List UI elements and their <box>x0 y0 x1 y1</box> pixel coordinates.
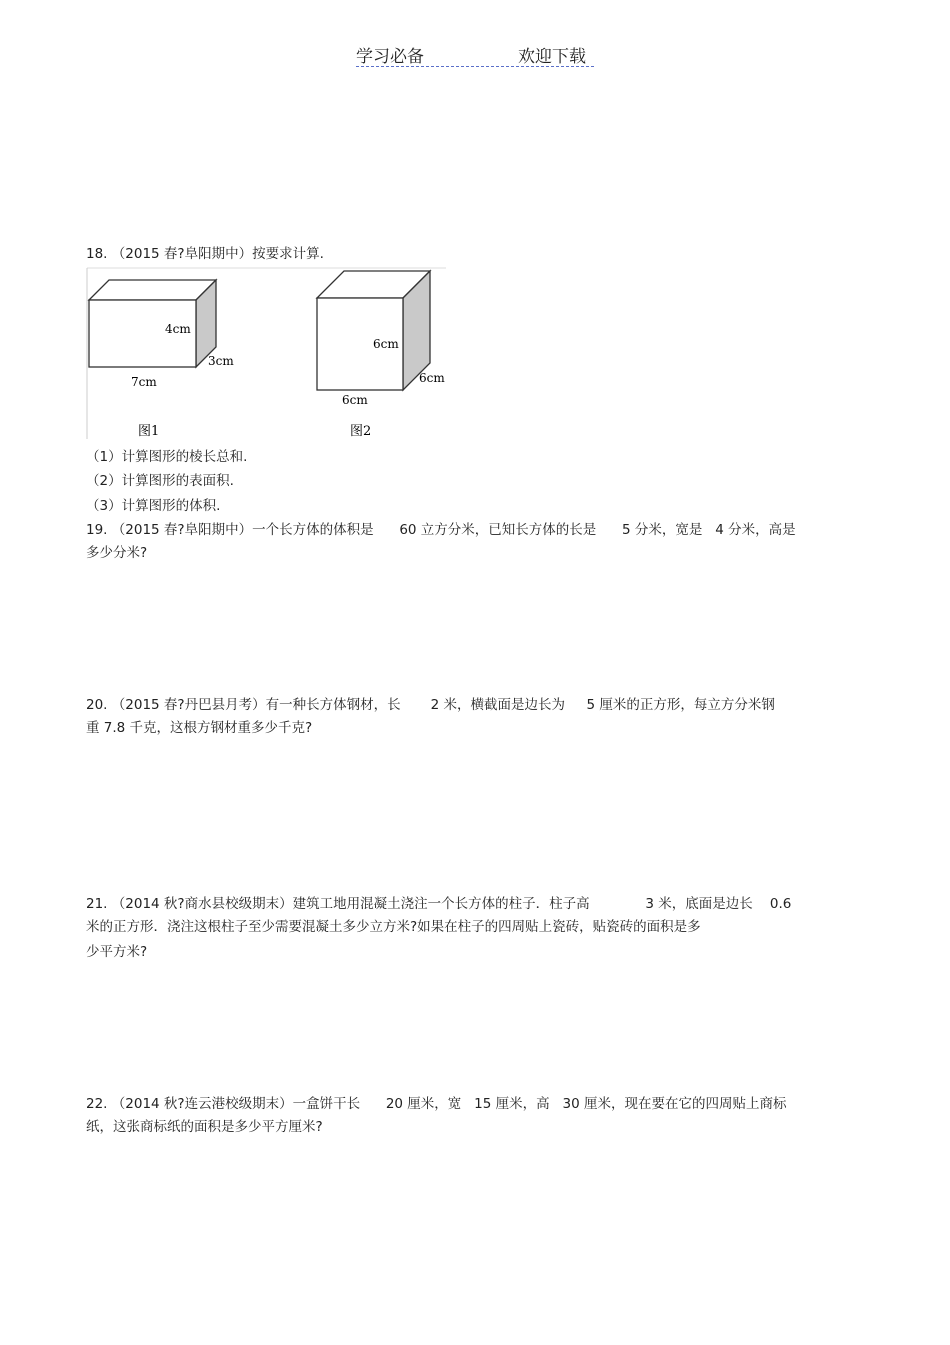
question-18-figure <box>86 267 448 442</box>
question-18 <box>86 243 861 266</box>
question-text-line: 多少分米? <box>86 545 148 561</box>
question-21 <box>86 893 861 964</box>
question-20 <box>86 694 861 740</box>
question-text-line: 纸，这张商标纸的面积是多少平方厘米? <box>86 1119 323 1135</box>
question-18-sub-2: （2）计算图形的表面积. <box>86 473 234 489</box>
cube-figure-2 <box>317 271 445 439</box>
fig2-depth-label: 6cm <box>419 371 445 385</box>
question-18-sub-1: （1）计算图形的棱长总和. <box>86 449 248 465</box>
question-text-line: 20. （2015 春?丹巴县月考）有一种长方体钢材，长 2 米，横截面是边长为 5 厘米的正方形，每立方分米钢 <box>86 697 775 713</box>
header-right-text: 欢迎下载 <box>518 47 586 67</box>
question-text-line: 18. （2015 春?阜阳期中）按要求计算. <box>86 246 324 262</box>
fig1-depth-label: 3cm <box>208 354 234 368</box>
question-19 <box>86 519 861 565</box>
header-left-text: 学习必备 <box>356 47 424 67</box>
page-header <box>356 40 594 67</box>
cuboid-figure-1 <box>89 280 234 439</box>
question-text-line: 19. （2015 春?阜阳期中）一个长方体的体积是 60 立方分米，已知长方体的长是 5 分米，宽是 4 分米，高是 <box>86 522 796 538</box>
question-text-line: 21. （2014 秋?商水县校级期末）建筑工地用混凝土浇注一个长方体的柱子．柱子高 3 米，底面是边长 0.6 <box>86 896 792 912</box>
fig1-caption: 图1 <box>138 424 160 439</box>
question-18-sub-3: （3）计算图形的体积. <box>86 498 221 514</box>
fig1-length-label: 7cm <box>131 375 157 389</box>
question-text-line: 重 7.8 千克，这根方钢材重多少千克? <box>86 720 313 736</box>
fig2-caption: 图2 <box>350 424 372 439</box>
fig1-height-label: 4cm <box>165 322 191 336</box>
question-22 <box>86 1093 861 1139</box>
question-text-line: 22. （2014 秋?连云港校级期末）一盒饼干长 20 厘米，宽 15 厘米，高 30 厘米，现在要在它的四周贴上商标 <box>86 1096 787 1112</box>
fig2-height-label: 6cm <box>373 337 399 351</box>
fig2-length-label: 6cm <box>342 393 368 407</box>
question-text-line: 米的正方形．浇注这根柱子至少需要混凝土多少立方米?如果在柱子的四周贴上瓷砖，贴瓷砖的面积是多 <box>86 919 701 935</box>
question-text-line: 少平方米? <box>86 944 148 960</box>
